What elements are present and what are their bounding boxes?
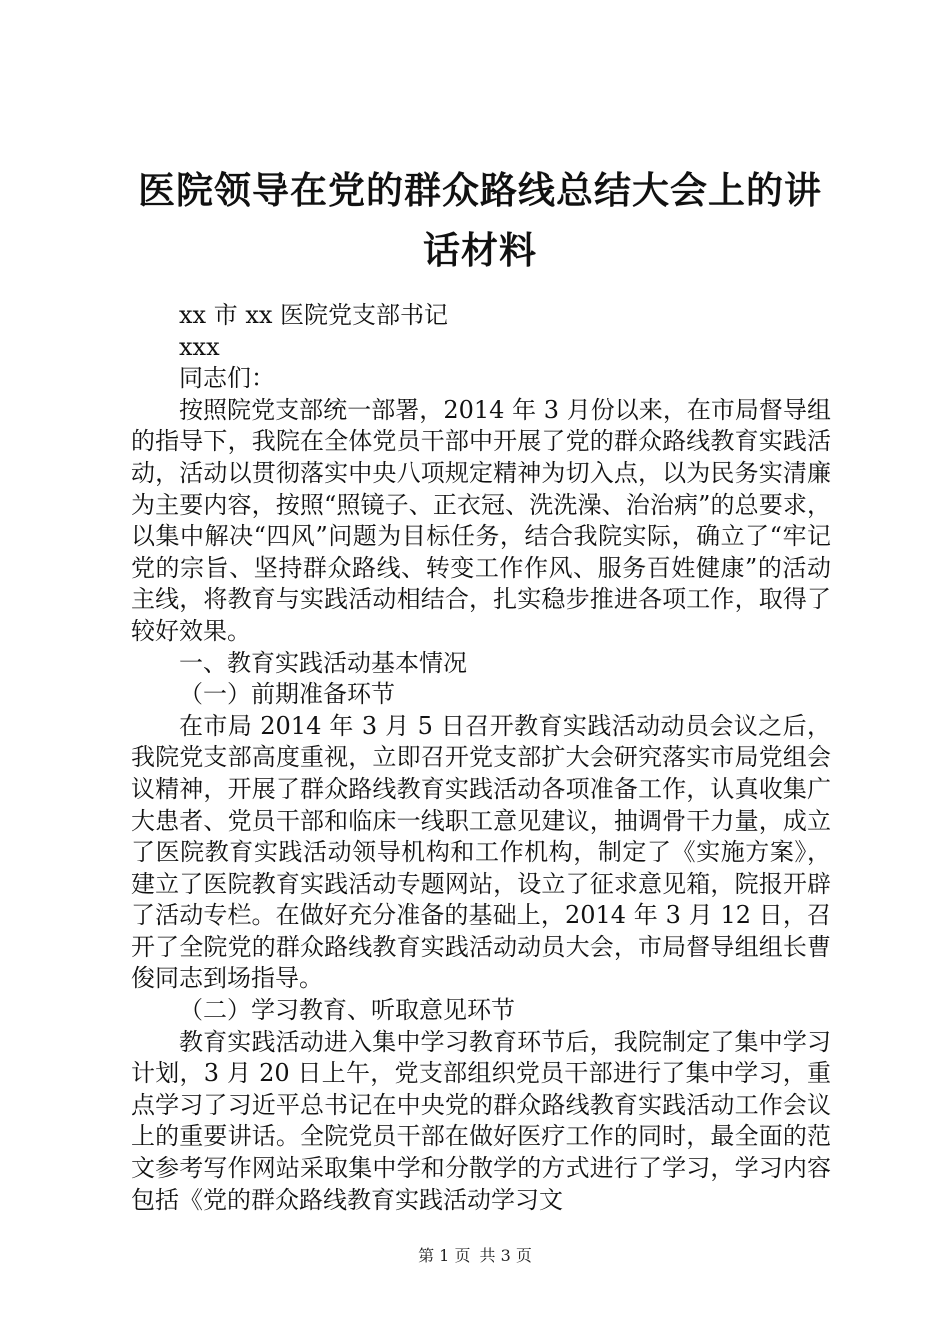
paragraph: 教育实践活动进入集中学习教育环节后，我院制定了集中学习计划，3 月 20 日上午，党支部组织党员干部进行了集中学习，重点学习了习近平总书记在中央党的群众路线教育实践活动工作会议上的重要讲话。全院党员干部在做好医疗工作的同时，最全面的范文参考写作网站采取集中学和分散学的方式进行了学习，学习内容包括《党的群众路线教育实践活动学习文 — [131, 1027, 831, 1214]
author-line: xx 市 xx 医院党支部书记 — [179, 301, 449, 329]
document-title: 医院领导在党的群众路线总结大会上的讲话材料 — [138, 168, 822, 272]
paragraph: 在市局 2014 年 3 月 5 日召开教育实践活动动员会议之后，我院党支部高度重视，立即召开党支部扩大会研究落实市局党组会议精神，开展了群众路线教育实践活动各项准备工作，认真收集广大患者、党员干部和临床一线职工意见建议，抽调骨干力量，成立了医院教育实践活动领导机构和工作机构，制定了《实施方案》，建立了医院教育实践活动专题网站，设立了征求意见箱，院报开辟了活动专栏。在做好充分准备的基础上，2014 年 3 月 12 日，召开了全院党的群众路线教育实践活动动员大会，市局督导组组长曹俊同志到场指导。 — [131, 711, 831, 993]
page-footer — [0, 1243, 950, 1266]
subsection-heading: （二）学习教育、听取意见环节 — [179, 996, 515, 1025]
page-total: 共 3 页 — [479, 1246, 532, 1265]
section-heading: 一、教育实践活动基本情况 — [179, 648, 467, 677]
document-body — [131, 300, 831, 1216]
page-number: 第 1 页 — [418, 1246, 471, 1265]
author-name: xxx — [179, 332, 220, 361]
subsection-heading: （一）前期准备环节 — [179, 680, 395, 709]
paragraph: 按照院党支部统一部署，2014 年 3 月份以来，在市局督导组的指导下，我院在全体党员干部中开展了党的群众路线教育实践活动，活动以贯彻落实中央八项规定精神为切入点，以为民务实清廉为主要内容，按照“照镜子、正衣冠、洗洗澡、治治病”的总要求，以集中解决“四风”问题为目标任务，结合我院实际，确立了“牢记党的宗旨、坚持群众路线、转变工作作风、服务百姓健康”的活动主线，将教育与实践活动相结合，扎实稳步推进各项工作，取得了较好效果。 — [131, 395, 831, 645]
salutation: 同志们： — [179, 364, 275, 393]
